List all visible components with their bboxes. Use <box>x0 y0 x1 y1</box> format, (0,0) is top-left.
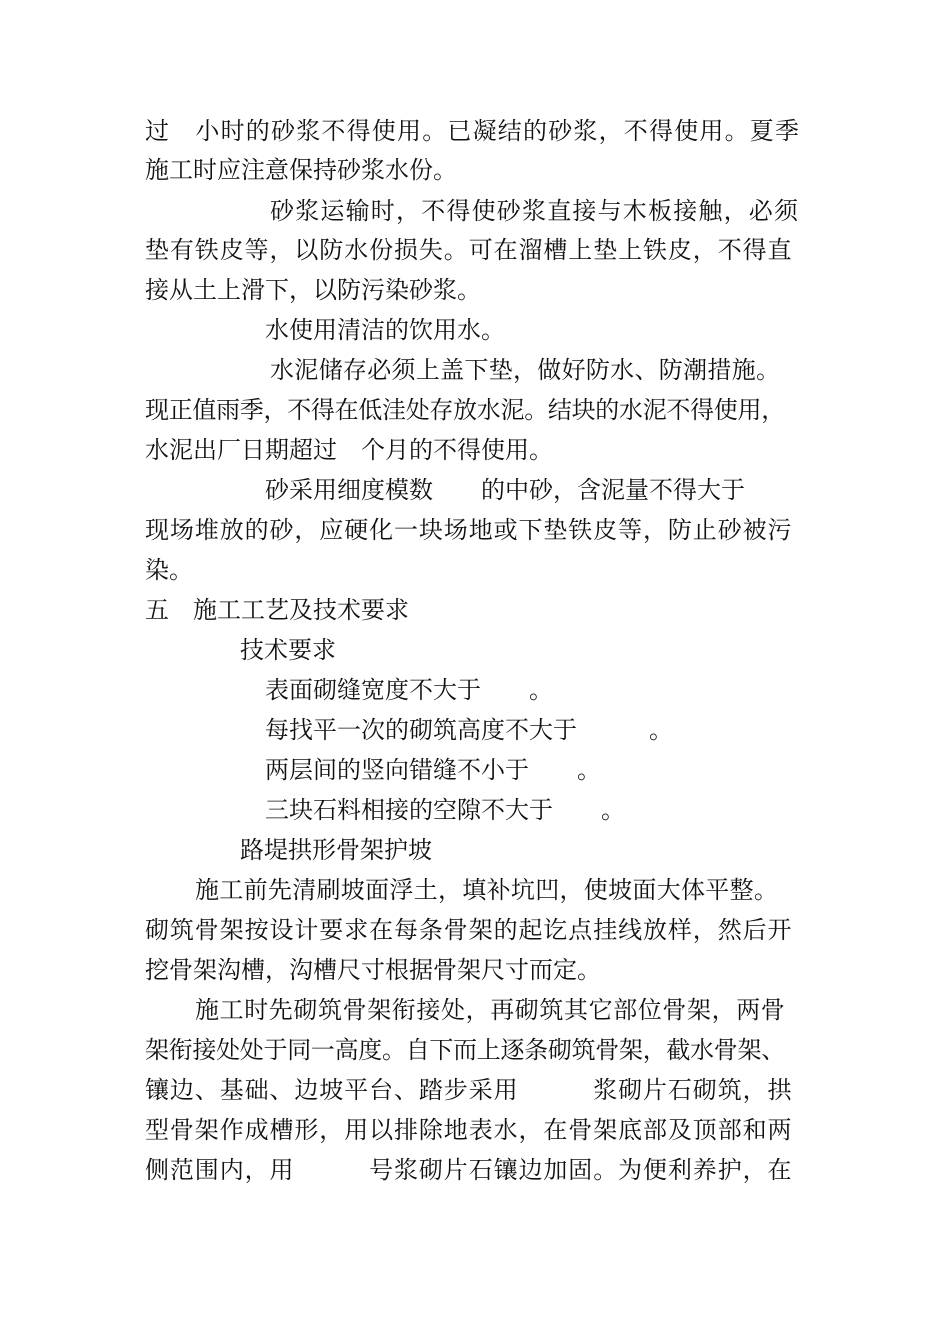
text-line: 现正值雨季，不得在低洼处存放水泥。结块的水泥不得使用， <box>145 396 785 424</box>
text-line: 现场堆放的砂，应硬化一块场地或下垫铁皮等，防止砂被污 <box>145 516 793 544</box>
text-line: 垫有铁皮等，以防水份损失。可在溜槽上垫上铁皮，不得直 <box>145 236 793 264</box>
list-item: 两层间的竖向错缝不小于 。 <box>265 756 601 784</box>
text-line: 镶边、基础、边坡平台、踏步采用 浆砌片石砌筑，拱 <box>145 1076 793 1104</box>
text-line: 接从土上滑下，以防污染砂浆。 <box>145 276 481 304</box>
text-line: 水泥储存必须上盖下垫，做好防水、防潮措施。 <box>270 356 781 384</box>
text-line: 施工时先砌筑骨架衔接处，再砌筑其它部位骨架，两骨 <box>195 996 786 1024</box>
text-line: 施工时应注意保持砂浆水份。 <box>145 156 457 184</box>
text-line: 水泥出厂日期超过 个月的不得使用。 <box>145 436 553 464</box>
text-line: 挖骨架沟槽，沟槽尺寸根据骨架尺寸而定。 <box>145 956 601 984</box>
text-line: 施工前先清刷坡面浮土，填补坑凹，使坡面大体平整。 <box>195 876 779 904</box>
subsection-heading: 路堤拱形骨架护坡 <box>240 836 432 864</box>
text-line: 过 小时的砂浆不得使用。已凝结的砂浆，不得使用。夏季 <box>145 117 801 145</box>
section-heading: 五 施工工艺及技术要求 <box>145 596 409 624</box>
list-item: 每找平一次的砌筑高度不大于 。 <box>265 716 673 744</box>
text-line: 架衔接处处于同一高度。自下而上逐条砌筑骨架，截水骨架、 <box>145 1036 785 1064</box>
subsection-heading: 技术要求 <box>240 636 336 664</box>
text-line: 砌筑骨架按设计要求在每条骨架的起讫点挂线放样，然后开 <box>145 916 793 944</box>
list-item: 三块石料相接的空隙不大于 。 <box>265 796 625 824</box>
text-line: 染。 <box>145 556 193 584</box>
text-line: 砂采用细度模数 的中砂，含泥量不得大于 <box>265 476 745 504</box>
text-line: 水使用清洁的饮用水。 <box>265 316 505 344</box>
text-line: 型骨架作成槽形，用以排除地表水，在骨架底部及顶部和两 <box>145 1116 793 1144</box>
text-line: 侧范围内，用 号浆砌片石镶边加固。为便利养护，在 <box>145 1156 793 1184</box>
text-line: 砂浆运输时，不得使砂浆直接与木板接触，必须 <box>270 197 800 225</box>
list-item: 表面砌缝宽度不大于 。 <box>265 676 553 704</box>
